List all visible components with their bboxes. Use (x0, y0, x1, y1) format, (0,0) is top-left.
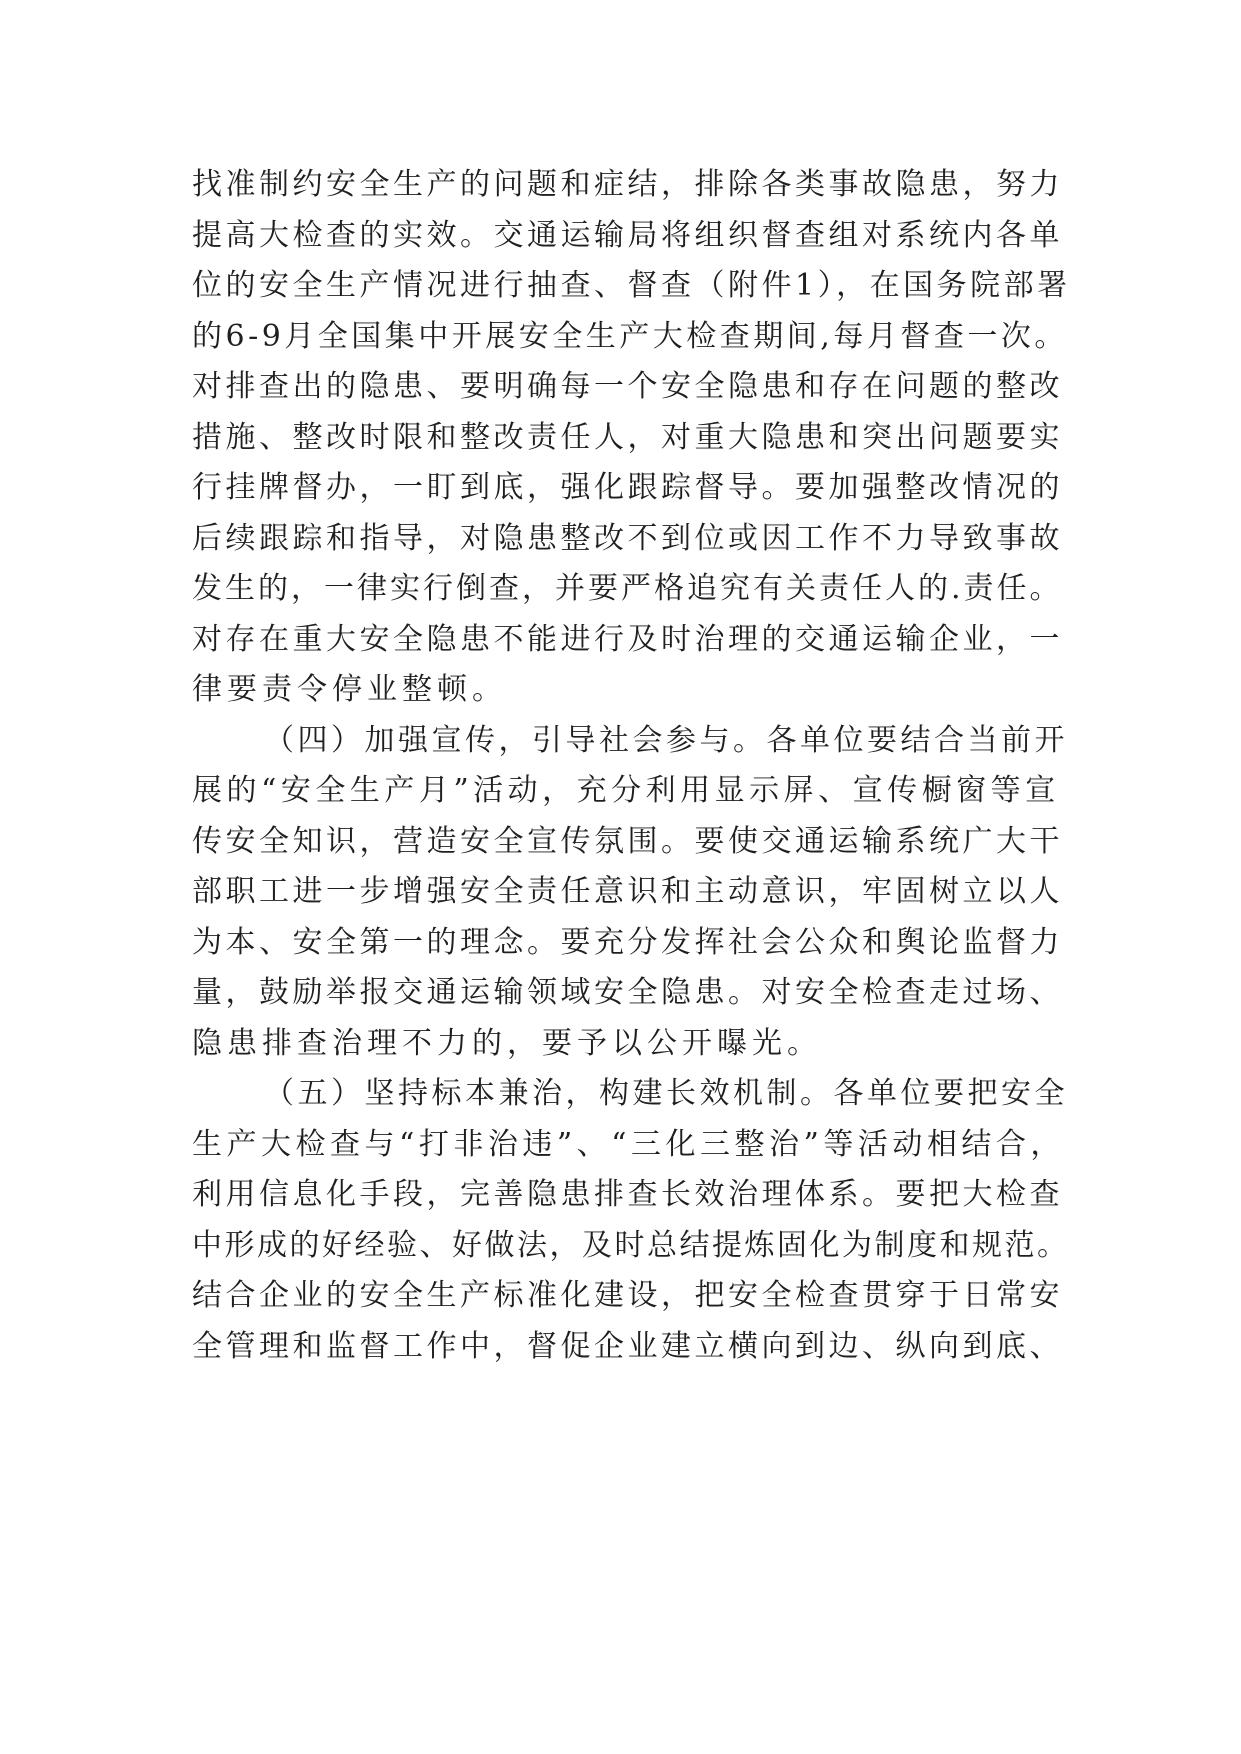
text-line: 传安全知识，营造安全宣传氛围。要使交通运输系统广大干 (192, 823, 1063, 859)
text-line: 对存在重大安全隐患不能进行及时治理的交通运输企业，一 (192, 621, 1063, 657)
text-line: 行挂牌督办，一盯到底，强化跟踪督导。要加强整改情况的 (192, 470, 1063, 505)
text-line: 隐患排查治理不力的，要予以公开曝光。 (192, 1025, 822, 1061)
text-line: 结合企业的安全生产标准化建设，把安全检查贯穿于日常安 (192, 1278, 1063, 1313)
text-line: 找准制约安全生产的问题和症结，排除各类事故隐患，努力 (192, 167, 1063, 202)
text-line: 发生的，一律实行倒查，并要严格追究有关责任人的.责任。 (192, 571, 1063, 606)
text-line: （四）加强宣传，引导社会参与。各单位要结合当前开 (264, 722, 1068, 758)
document-body (192, 160, 1072, 1372)
text-line: 生产大检查与“打非治违”、“三化三整治”等活动相结合， (192, 1126, 1065, 1162)
text-line: 为本、安全第一的理念。要充分发挥社会公众和舆论监督力 (192, 924, 1063, 960)
text-line: 展的“安全生产月”活动，充分利用显示屏、宣传橱窗等宣 (192, 773, 1060, 808)
text-line: 中形成的好经验、好做法，及时总结提炼固化为制度和规范。 (192, 1227, 1070, 1263)
text-line: 提高大检查的实效。交通运输局将组织督查组对系统内各单 (192, 217, 1063, 253)
text-line: 措施、整改时限和整改责任人，对重大隐患和突出问题要实 (192, 419, 1063, 455)
text-line: 利用信息化手段，完善隐患排查长效治理体系。要把大检查 (192, 1177, 1063, 1212)
text-line: 部职工进一步增强安全责任意识和主动意识，牢固树立以人 (192, 874, 1063, 909)
text-line: 对排查出的隐患、要明确每一个安全隐患和存在问题的整改 (192, 369, 1063, 404)
text-line: 全管理和监督工作中，督促企业建立横向到边、纵向到底、 (192, 1328, 1063, 1364)
text-line: 位的安全生产情况进行抽查、督查（附件1），在国务院部署 (192, 268, 1071, 303)
text-line: 的6-9月全国集中开展安全生产大检查期间,每月督查一次。 (192, 318, 1068, 354)
text-line: 量，鼓励举报交通运输领域安全隐患。对安全检查走过场、 (192, 975, 1063, 1010)
text-line: （五）坚持标本兼治，构建长效机制。各单位要把安全 (264, 1076, 1068, 1111)
text-line: 律要责令停业整顿。 (192, 672, 507, 707)
text-line: 后续跟踪和指导，对隐患整改不到位或因工作不力导致事故 (192, 520, 1063, 556)
